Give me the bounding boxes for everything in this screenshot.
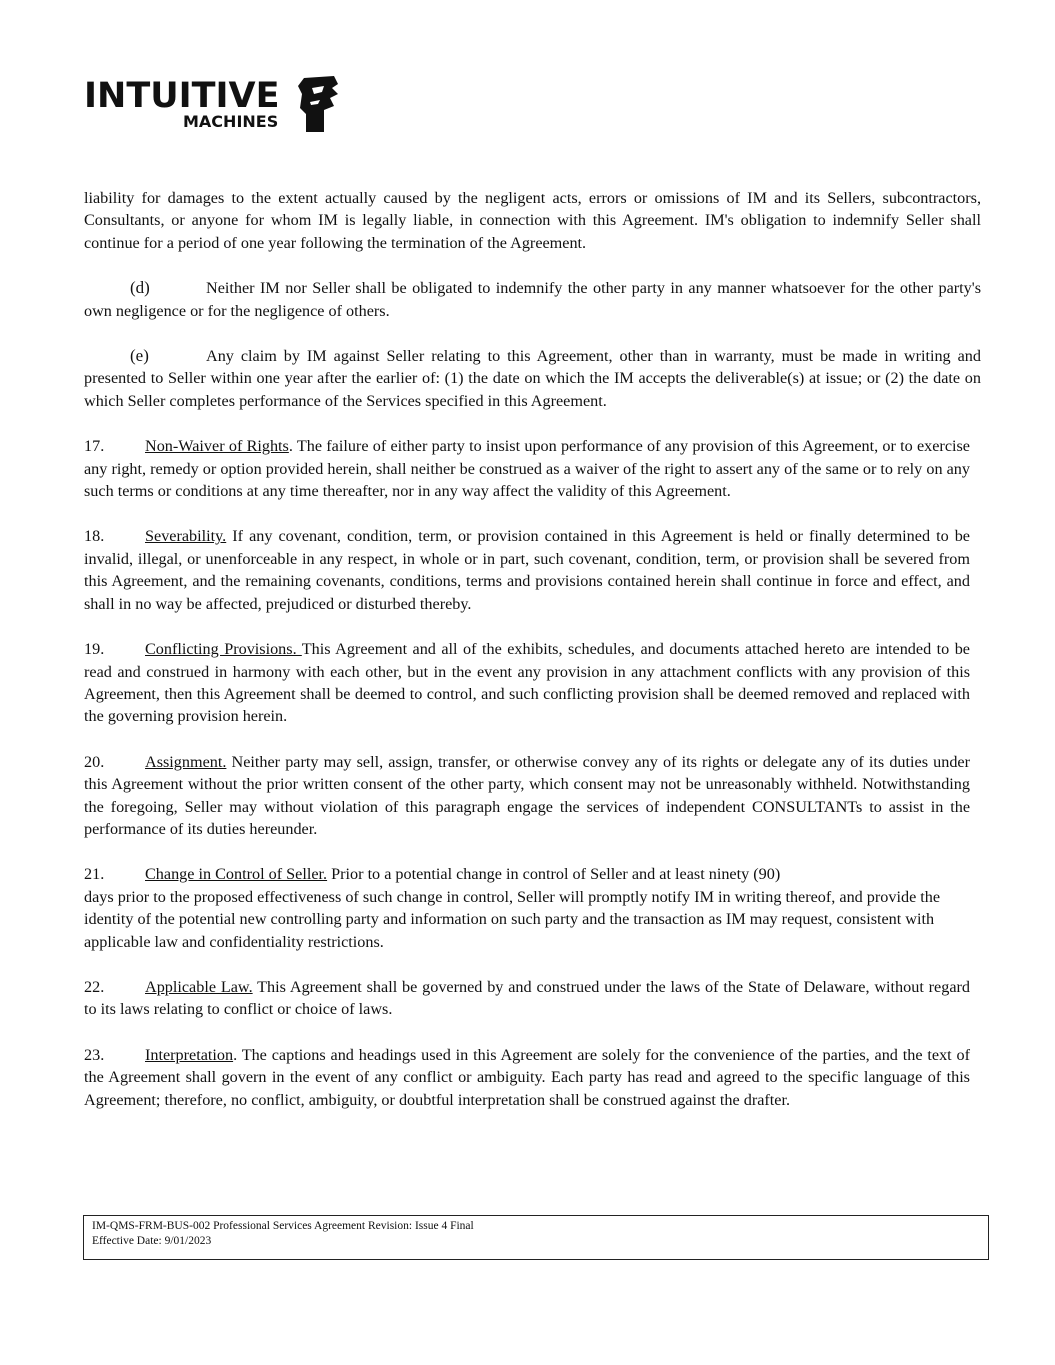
section-21-continued: days prior to the proposed effectiveness of such change in control, Seller will promptly notify IM in writing thereof, and provide the identity of the potential new controlling party and information on such party and the transaction as IM may request, consistent with applicable law and confidentiality restrictions. <box>84 887 941 951</box>
logo-wordmark: INTUITIVE <box>84 76 280 116</box>
footer-effective-date: Effective Date: 9/01/2023 <box>92 1235 212 1247</box>
subsection-e <box>84 345 981 412</box>
subsection-label: (e) <box>130 346 149 366</box>
document-body <box>84 187 981 1111</box>
section-number: 22. <box>84 977 105 996</box>
section-text: If any covenant, condition, term, or provision contained in this Agreement is held or finally determined to be invalid, illegal, or unenforceable in any respect, in whole or in part, such covenant, condition, term, or provision shall be severed from this Agreement, and the remaining covenants, conditions, terms and provisions contained herein shall continue in force and effect, and shall in no way be affected, prejudiced or disturbed thereby. <box>84 527 970 613</box>
subsection-text: Neither IM nor Seller shall be obligated to indemnify the other party in any manner whatsoever for the other party's own negligence or for the negligence of others. <box>84 279 981 320</box>
section-heading: Assignment. <box>145 752 227 771</box>
section-heading: Applicable Law. <box>145 977 253 996</box>
section-18 <box>84 525 970 615</box>
section-number: 19. <box>84 640 105 659</box>
section-text: . The failure of either party to insist upon performance of any provision of this Agreement, or to exercise any right, remedy or option provided herein, shall neither be construed as a waiver of the right to assert any of the same or to rely on any such terms or conditions at any time thereafter, nor in any way affect the validity of this Agreement. <box>84 437 970 501</box>
section-number: 23. <box>84 1045 105 1064</box>
section-text: This Agreement and all of the exhibits, schedules, and documents attached hereto are intended to be read and construed in harmony with each other, but in the event any provision in any attachment conflicts with any provision of this Agreement, then this Agreement shall be deemed to control, and such conflicting provision shall be deemed removed and replaced with the governing provision herein. <box>84 640 970 726</box>
section-heading: Conflicting Provisions. <box>145 640 302 659</box>
intro-paragraph: liability for damages to the extent actually caused by the negligent acts, errors or omissions of IM and its Sellers, subcontractors, Consultants, or anyone for whom IM is legally liable, in connection with this Agreement. IM's obligation to indemnify Seller shall continue for a period of one year following the termination of the Agreement. <box>84 189 981 252</box>
section-text: Prior to a potential change in control of Seller and at least ninety (90) <box>327 865 781 884</box>
section-17 <box>84 435 970 502</box>
subsection-text: Any claim by IM against Seller relating to this Agreement, other than in warranty, must be made in writing and presented to Seller within one year after the earlier of: (1) the date on which the IM accepts the deliverable(s) at issue; or (2) the date on which Seller completes performance of the Services specified in this Agreement. <box>84 347 981 410</box>
section-text: Neither party may sell, assign, transfer, or otherwise convey any of its rights or delegate any of its duties under this Agreement without the prior written consent of the other party, which consent may not be unreasonably withheld. Notwithstanding the foregoing, Seller may without violation of this paragraph engage the services of independent CONSULTANTs to assist in the performance of its duties hereunder. <box>84 752 970 838</box>
section-heading: Change in Control of Seller. <box>145 865 328 884</box>
footer-document-id: IM-QMS-FRM-BUS-002 Professional Services Agreement Revision: Issue 4 Final <box>92 1220 474 1232</box>
section-22 <box>84 976 970 1021</box>
section-19 <box>84 638 970 728</box>
section-heading: Interpretation <box>145 1045 234 1064</box>
section-heading: Non-Waiver of Rights <box>145 437 289 456</box>
subsection-d <box>84 277 981 322</box>
section-number: 17. <box>84 437 105 456</box>
section-23 <box>84 1044 970 1111</box>
section-number: 20. <box>84 752 105 771</box>
section-number: 21. <box>84 865 105 884</box>
section-21 <box>84 863 981 885</box>
logo-subtitle: MACHINES <box>183 112 279 131</box>
section-20 <box>84 751 970 841</box>
document-footer <box>83 1215 989 1260</box>
logo-head-icon <box>294 74 342 134</box>
company-logo <box>84 72 344 136</box>
section-text: . The captions and headings used in this Agreement are solely for the convenience of the parties, and the text of the Agreement shall govern in the event of any conflict or ambiguity. Each party has read and agreed to the specific language of this Agreement; therefore, no conflict, ambiguity, or doubtful interpretation shall be construed against the drafter. <box>84 1045 970 1109</box>
section-number: 18. <box>84 527 105 546</box>
section-heading: Severability. <box>145 527 227 546</box>
section-text: This Agreement shall be governed by and construed under the laws of the State of Delaware, without regard to its laws relating to conflict or choice of laws. <box>84 977 970 1019</box>
subsection-label: (d) <box>130 278 150 298</box>
